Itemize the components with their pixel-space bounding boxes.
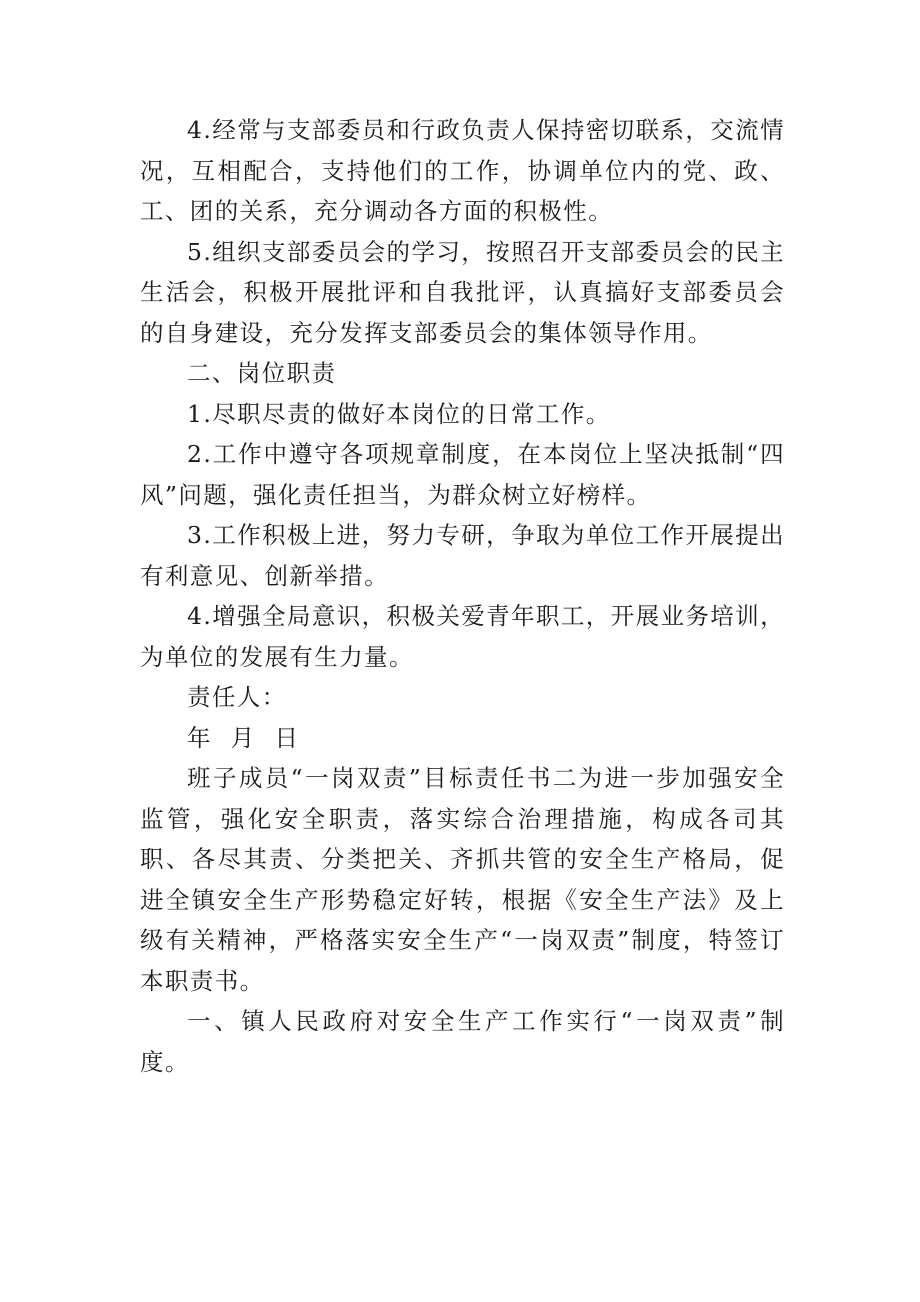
paragraph-post-duty-4: 4.增强全局意识，积极关爱青年职工，开展业务培训，为单位的发展有生力量。 bbox=[140, 602, 785, 671]
date-line: 年 月 日 bbox=[187, 723, 300, 752]
paragraph-post-duty-2: 2.工作中遵守各项规章制度，在本岗位上坚决抵制“四风”问题，强化责任担当，为群众树立好榜样。 bbox=[140, 440, 785, 509]
paragraph-duty-5: 5.组织支部委员会的学习，按照召开支部委员会的民主生活会，积极开展批评和自我批评，认真搞好支部委员会的自身建设，充分发挥支部委员会的集体领导作用。 bbox=[140, 237, 785, 347]
paragraph-post-duty-1: 1.尽职尽责的做好本岗位的日常工作。 bbox=[187, 399, 611, 428]
paragraph-duty-4: 4.经常与支部委员和行政负责人保持密切联系，交流情况，互相配合，支持他们的工作，协调单位内的党、政、工、团的关系，充分调动各方面的积极性。 bbox=[140, 116, 785, 225]
document-body bbox=[140, 110, 785, 1082]
paragraph-town-government-system: 一、镇人民政府对安全生产工作实行“一岗双责”制度。 bbox=[140, 1007, 785, 1076]
paragraph-responsibility-letter-intro: 班子成员“一岗双责”目标责任书二为进一步加强安全监管，强化安全职责，落实综合治理措施，构成各司其职、各尽其责、分类把关、齐抓共管的安全生产格局，促进全镇安全生产形势稳定好转，根据《安全生产法》及上级有关精神，严格落实安全生产“一岗双责”制度，特签订本职责书。 bbox=[140, 764, 785, 995]
responsible-person-label: 责任人： bbox=[187, 683, 287, 711]
section-heading-post-duties: 二、岗位职责 bbox=[187, 359, 337, 387]
paragraph-post-duty-3: 3.工作积极上进，努力专研，争取为单位工作开展提出有利意见、创新举措。 bbox=[140, 521, 785, 590]
